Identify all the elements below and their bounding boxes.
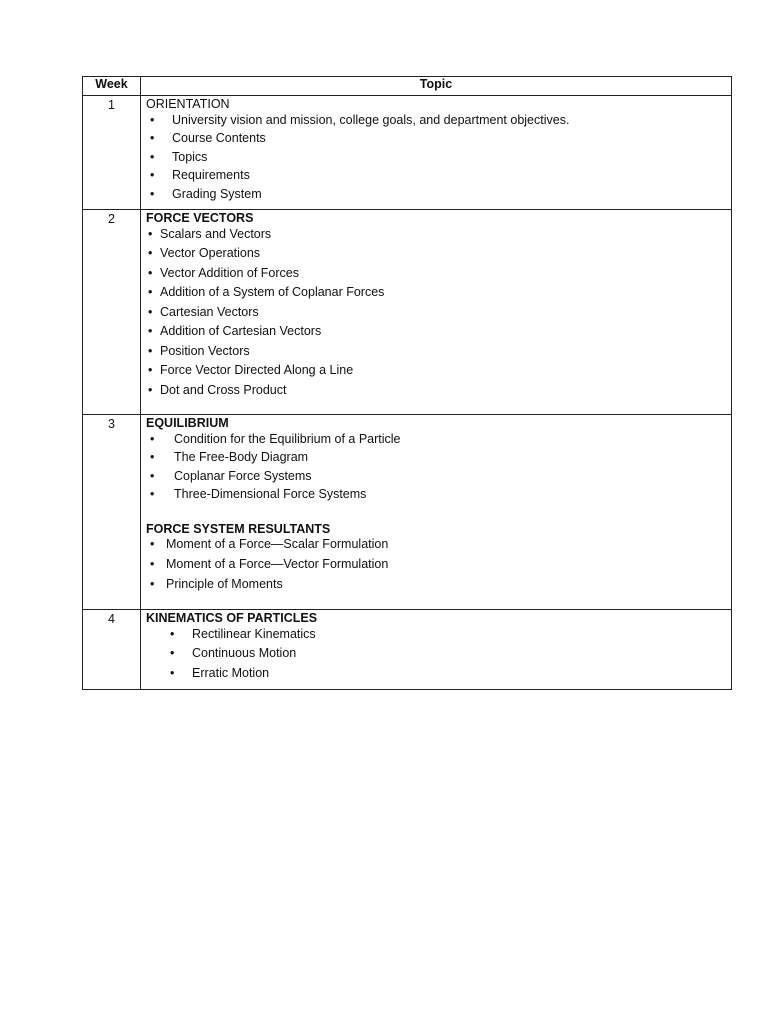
week-number: 4 bbox=[83, 610, 141, 690]
topic-list bbox=[146, 227, 726, 403]
list-item bbox=[146, 432, 726, 451]
list-item bbox=[146, 305, 726, 325]
list-item-label: Addition of a System of Coplanar Forces bbox=[160, 285, 385, 300]
bullet-icon: • bbox=[150, 149, 155, 164]
week-number: 1 bbox=[83, 96, 141, 210]
topic-list bbox=[146, 113, 726, 206]
list-item bbox=[146, 266, 726, 286]
syllabus-table bbox=[82, 76, 732, 690]
list-item-label: Addition of Cartesian Vectors bbox=[160, 324, 322, 339]
list-item-label: Grading System bbox=[172, 186, 262, 201]
week-number: 3 bbox=[83, 415, 141, 610]
topic-column-header: Topic bbox=[141, 77, 732, 96]
bullet-icon: • bbox=[150, 537, 155, 552]
header-row bbox=[83, 77, 732, 96]
list-item-label: Continuous Motion bbox=[192, 646, 297, 661]
list-item-label: Erratic Motion bbox=[192, 665, 270, 680]
week-column-header: Week bbox=[83, 77, 141, 96]
list-item-label: Topics bbox=[172, 149, 208, 164]
list-item bbox=[146, 537, 726, 557]
list-item-label: Requirements bbox=[172, 168, 250, 183]
bullet-icon: • bbox=[148, 226, 153, 241]
list-item-label: Coplanar Force Systems bbox=[174, 468, 312, 483]
section-title: FORCE SYSTEM RESULTANTS bbox=[146, 521, 331, 536]
table-row bbox=[83, 610, 732, 690]
list-item bbox=[146, 666, 726, 686]
bullet-icon: • bbox=[150, 112, 155, 127]
topic-cell bbox=[141, 210, 732, 415]
list-item-label: Force Vector Directed Along a Line bbox=[160, 363, 354, 378]
list-item-label: Moment of a Force—Vector Formulation bbox=[166, 557, 389, 572]
topic-cell bbox=[141, 610, 732, 690]
list-item-label: University vision and mission, college goals, and department objectives. bbox=[172, 112, 570, 127]
list-item bbox=[146, 646, 726, 666]
list-item-label: Condition for the Equilibrium of a Particle bbox=[174, 431, 401, 446]
bullet-icon: • bbox=[148, 246, 153, 261]
section-title: EQUILIBRIUM bbox=[146, 416, 229, 431]
bullet-icon: • bbox=[150, 450, 155, 465]
list-item-label: Cartesian Vectors bbox=[160, 304, 259, 319]
list-item bbox=[146, 324, 726, 344]
list-item-label: Principle of Moments bbox=[166, 577, 283, 592]
bullet-icon: • bbox=[148, 265, 153, 280]
bullet-icon: • bbox=[150, 487, 155, 502]
list-item bbox=[146, 150, 726, 169]
bullet-icon: • bbox=[148, 304, 153, 319]
section-spacer bbox=[146, 506, 726, 522]
list-item bbox=[146, 383, 726, 403]
bullet-icon: • bbox=[150, 131, 155, 146]
bullet-icon: • bbox=[150, 168, 155, 183]
list-item bbox=[146, 131, 726, 150]
bullet-icon: • bbox=[170, 626, 175, 641]
list-item-label: Vector Operations bbox=[160, 246, 261, 261]
bullet-icon: • bbox=[170, 665, 175, 680]
bullet-icon: • bbox=[170, 646, 175, 661]
list-item bbox=[146, 344, 726, 364]
bullet-icon: • bbox=[148, 324, 153, 339]
list-item bbox=[146, 469, 726, 488]
list-item-label: Rectilinear Kinematics bbox=[192, 626, 316, 641]
bullet-icon: • bbox=[150, 557, 155, 572]
list-item bbox=[146, 577, 726, 597]
table-row bbox=[83, 210, 732, 415]
list-item bbox=[146, 627, 726, 647]
bullet-icon: • bbox=[150, 468, 155, 483]
topic-list bbox=[146, 537, 726, 597]
week-number: 2 bbox=[83, 210, 141, 415]
bullet-icon: • bbox=[150, 186, 155, 201]
list-item bbox=[146, 557, 726, 577]
list-item-label: Dot and Cross Product bbox=[160, 382, 287, 397]
bullet-icon: • bbox=[148, 285, 153, 300]
table-row bbox=[83, 96, 732, 210]
list-item-label: Scalars and Vectors bbox=[160, 226, 272, 241]
list-item bbox=[146, 168, 726, 187]
list-item bbox=[146, 113, 726, 132]
table-row bbox=[83, 415, 732, 610]
section-title: KINEMATICS OF PARTICLES bbox=[146, 611, 318, 626]
list-item bbox=[146, 227, 726, 247]
list-item bbox=[146, 487, 726, 506]
bullet-icon: • bbox=[148, 382, 153, 397]
list-item-label: Three-Dimensional Force Systems bbox=[174, 487, 367, 502]
bullet-icon: • bbox=[148, 343, 153, 358]
list-item bbox=[146, 246, 726, 266]
list-item bbox=[146, 450, 726, 469]
section-title: ORIENTATION bbox=[146, 97, 230, 111]
topic-cell bbox=[141, 96, 732, 210]
section-title: FORCE VECTORS bbox=[146, 211, 254, 226]
list-item-label: Course Contents bbox=[172, 131, 266, 146]
topic-list bbox=[146, 432, 726, 506]
list-item-label: Position Vectors bbox=[160, 343, 250, 358]
topic-cell bbox=[141, 415, 732, 610]
list-item-label: Vector Addition of Forces bbox=[160, 265, 299, 280]
list-item-label: Moment of a Force—Scalar Formulation bbox=[166, 537, 389, 552]
topic-list bbox=[146, 627, 726, 686]
list-item-label: The Free-Body Diagram bbox=[174, 450, 309, 465]
bullet-icon: • bbox=[150, 577, 155, 592]
bullet-icon: • bbox=[150, 431, 155, 446]
list-item bbox=[146, 363, 726, 383]
list-item bbox=[146, 187, 726, 206]
bullet-icon: • bbox=[148, 363, 153, 378]
list-item bbox=[146, 285, 726, 305]
